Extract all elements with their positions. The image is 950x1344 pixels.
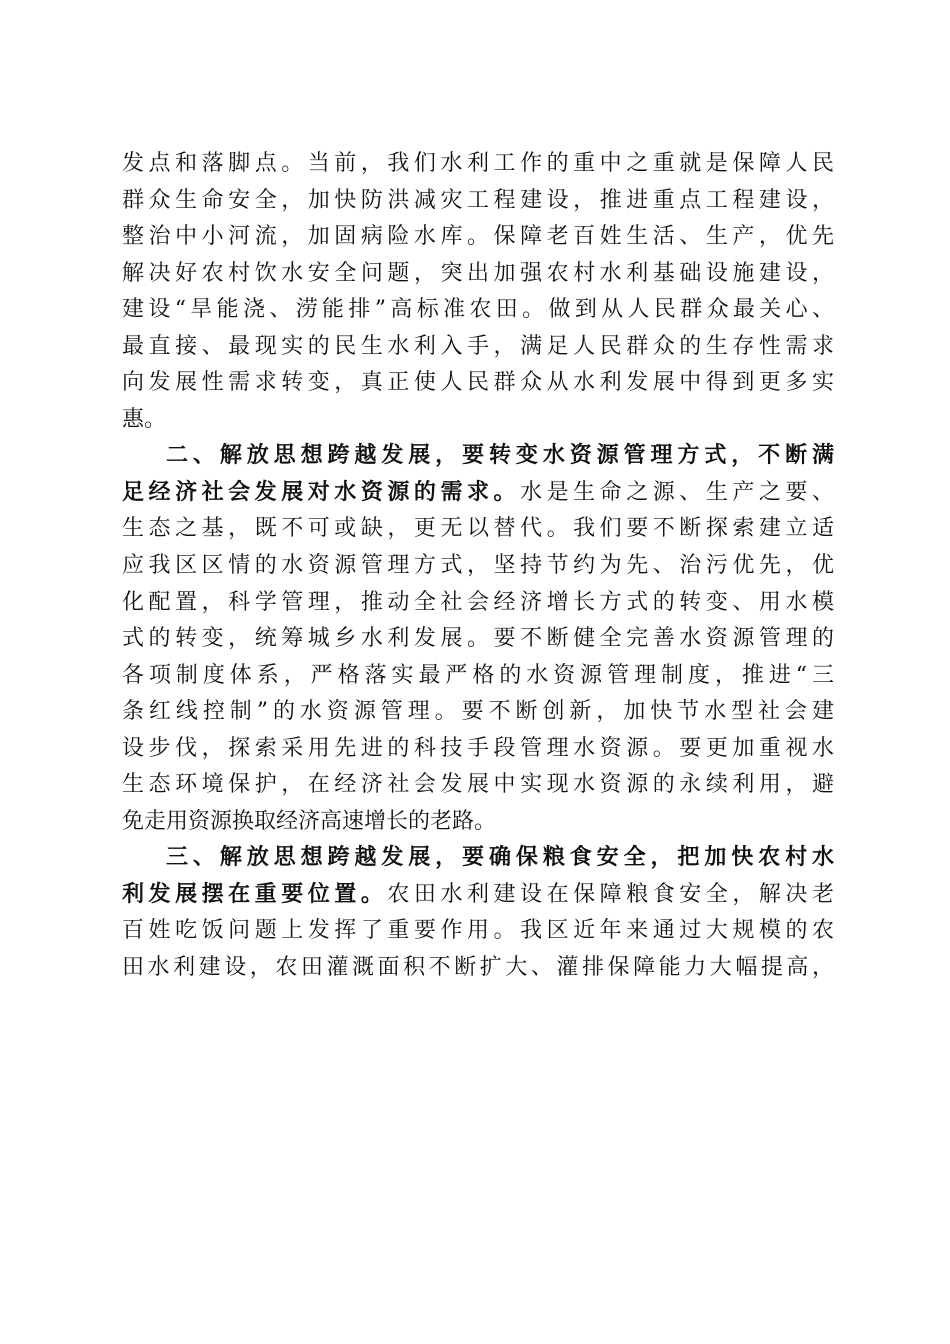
text-line: 整治中小河流，加固病险水库。保障老百姓生活、生产，优先	[122, 224, 834, 250]
text-line: 群众生命安全，加快防洪减灾工程建设，推进重点工程建设，	[122, 187, 834, 213]
text-line: 免走用资源换取经济高速增长的老路。	[122, 808, 497, 834]
text-line: 应我区区情的水资源管理方式，坚持节约为先、治污优先，优	[122, 553, 834, 579]
text-line: 各项制度体系，严格落实最严格的水资源管理制度，推进“三	[122, 662, 834, 688]
text-line	[122, 877, 834, 914]
text-line: 发点和落脚点。当前，我们水利工作的重中之重就是保障人民	[122, 151, 834, 176]
text-run: 水是生命之源、生产之要、	[520, 479, 834, 505]
text-line: 条红线控制”的水资源管理。要不断创新，加快节水型社会建	[122, 699, 834, 725]
text-line: 最直接、最现实的民生水利入手，满足人民群众的生存性需求	[122, 333, 834, 359]
text-line: 生态之基，既不可或缺，更无以替代。我们要不断探索建立适	[122, 516, 834, 542]
section-heading-3: 三、解放思想跨越发展，要确保粮食安全，把加快农村水	[166, 845, 834, 871]
text-line: 设步伐，探索采用先进的科技手段管理水资源。要更加重视水	[122, 735, 834, 761]
text-line: 建设“旱能浇、涝能排”高标准农田。做到从人民群众最关心、	[122, 297, 834, 323]
text-line: 解决好农村饮水安全问题，突出加强农村水利基础设施建设，	[122, 260, 834, 286]
text-line: 向发展性需求转变，真正使人民群众从水利发展中得到更多实	[122, 370, 834, 396]
text-run: 农田水利建设在保障粮食安全，解决老	[387, 881, 834, 907]
text-line: 百姓吃饭问题上发挥了重要作用。我区近年来通过大规模的农	[122, 918, 834, 944]
section-heading-2-cont: 足经济社会发展对水资源的需求。	[122, 479, 521, 505]
text-line: 化配置，科学管理，推动全社会经济增长方式的转变、用水模	[122, 589, 834, 615]
text-line: 惠。	[122, 406, 167, 432]
section-heading-3-cont: 利发展摆在重要位置。	[122, 881, 388, 907]
text-line	[122, 475, 834, 512]
text-line: 生态环境保护，在经济社会发展中实现水资源的永续利用，避	[122, 772, 834, 798]
section-heading-2: 二、解放思想跨越发展，要转变水资源管理方式，不断满	[166, 443, 834, 469]
document-body	[122, 146, 834, 987]
text-line: 式的转变，统筹城乡水利发展。要不断健全完善水资源管理的	[122, 626, 834, 652]
text-line: 田水利建设，农田灌溉面积不断扩大、灌排保障能力大幅提高，	[122, 955, 834, 981]
